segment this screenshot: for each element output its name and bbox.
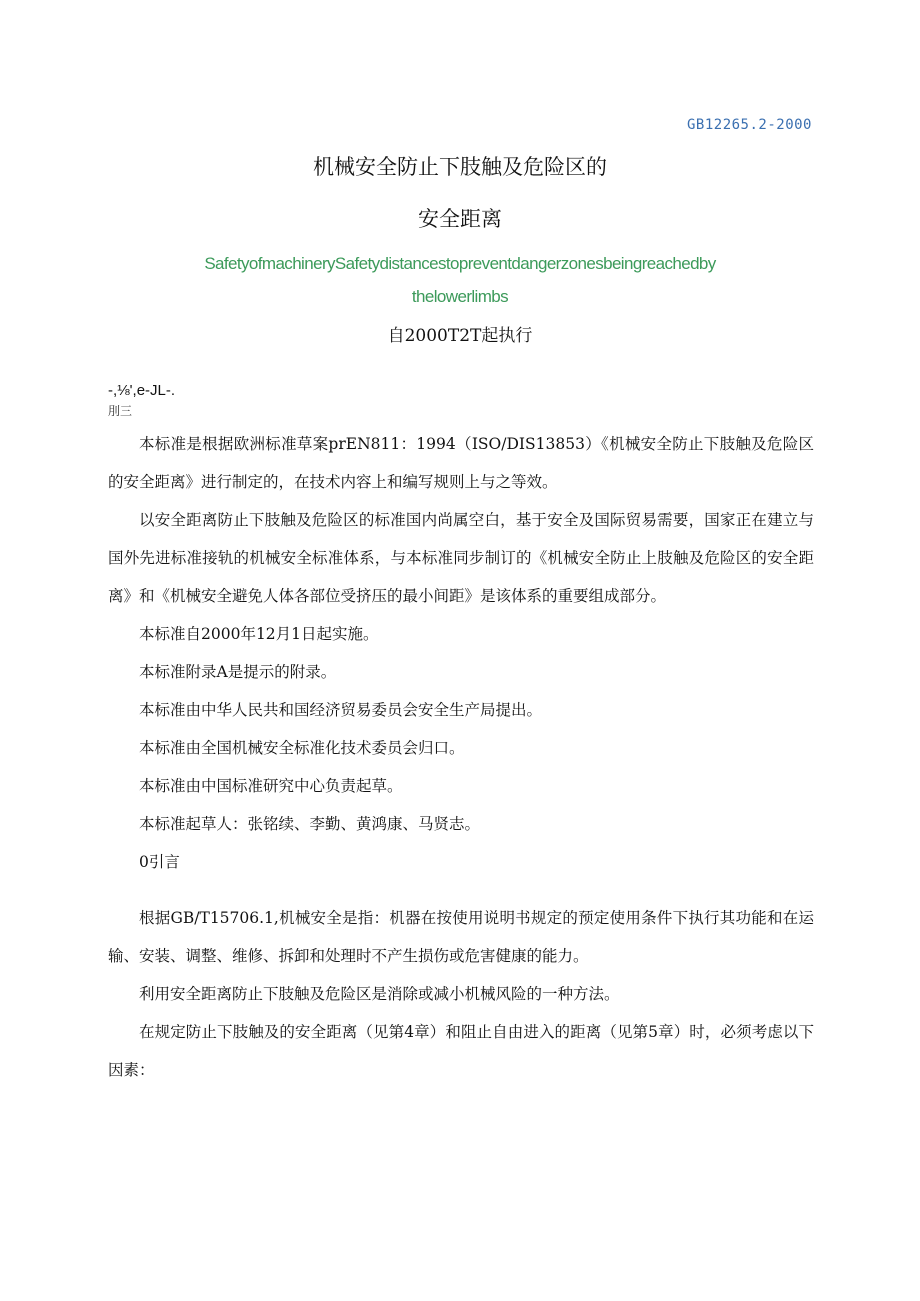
paragraph: 本标准由中华人民共和国经济贸易委员会安全生产局提出。: [139, 701, 543, 719]
document-title-line-1: 机械安全防止下肢触及危险区的: [313, 155, 607, 179]
paragraph: 本标准起草人：张铭续、李勤、黄鸿康、马贤志。: [139, 815, 481, 833]
paragraph: 本标准由中国标准研究中心负责起草。: [139, 777, 403, 795]
effective-date: 自2000T2T起执行: [387, 326, 533, 346]
paragraph: 以安全距离防止下肢触及危险区的标准国内尚属空白，基于安全及国际贸易需要，国家正在建立与国外先进标准接轨的机械安全标准体系，与本标准同步制订的《机械安全防止上肢触及危险区的安全距离》和《机械安全避免人体各部位受挤压的最小间距》是该体系的重要组成部分。: [108, 511, 814, 605]
paragraph: 利用安全距离防止下肢触及危险区是消除或减小机械风险的一种方法。: [139, 985, 620, 1003]
paragraph: 本标准由全国机械安全标准化技术委员会归口。: [139, 739, 465, 757]
standard-code: GB12265.2-2000: [686, 117, 812, 133]
paragraph: 本标准是根据欧洲标准草案prEN811：1994（ISO/DIS13853）《机械安全防止下肢触及危险区的安全距离》进行制定的，在技术内容上和编写规则上与之等效。: [108, 435, 814, 491]
preface-heading: 刖三: [108, 404, 133, 418]
document-body: [108, 425, 814, 1089]
document-title-line-2: 安全距离: [418, 207, 502, 231]
section-heading-introduction: 0引言: [139, 853, 180, 871]
garbled-text: -,⅛',e-JL-.: [108, 382, 176, 399]
english-title-line-2: thelowerlimbs: [411, 287, 509, 306]
english-title-line-1: SafetyofmachinerySafetydistancestopreventdangerzonesbeingreachedby: [204, 254, 716, 273]
paragraph: 本标准自2000年12月1日起实施。: [139, 625, 379, 643]
paragraph: 本标准附录A是提示的附录。: [139, 663, 337, 681]
paragraph: 在规定防止下肢触及的安全距离（见第4章）和阻止自由进入的距离（见第5章）时，必须考虑以下因素：: [108, 1023, 814, 1079]
paragraph: 根据GB/T15706.1,机械安全是指：机器在按使用说明书规定的预定使用条件下执行其功能和在运输、安装、调整、维修、拆卸和处理时不产生损伤或危害健康的能力。: [108, 909, 814, 965]
